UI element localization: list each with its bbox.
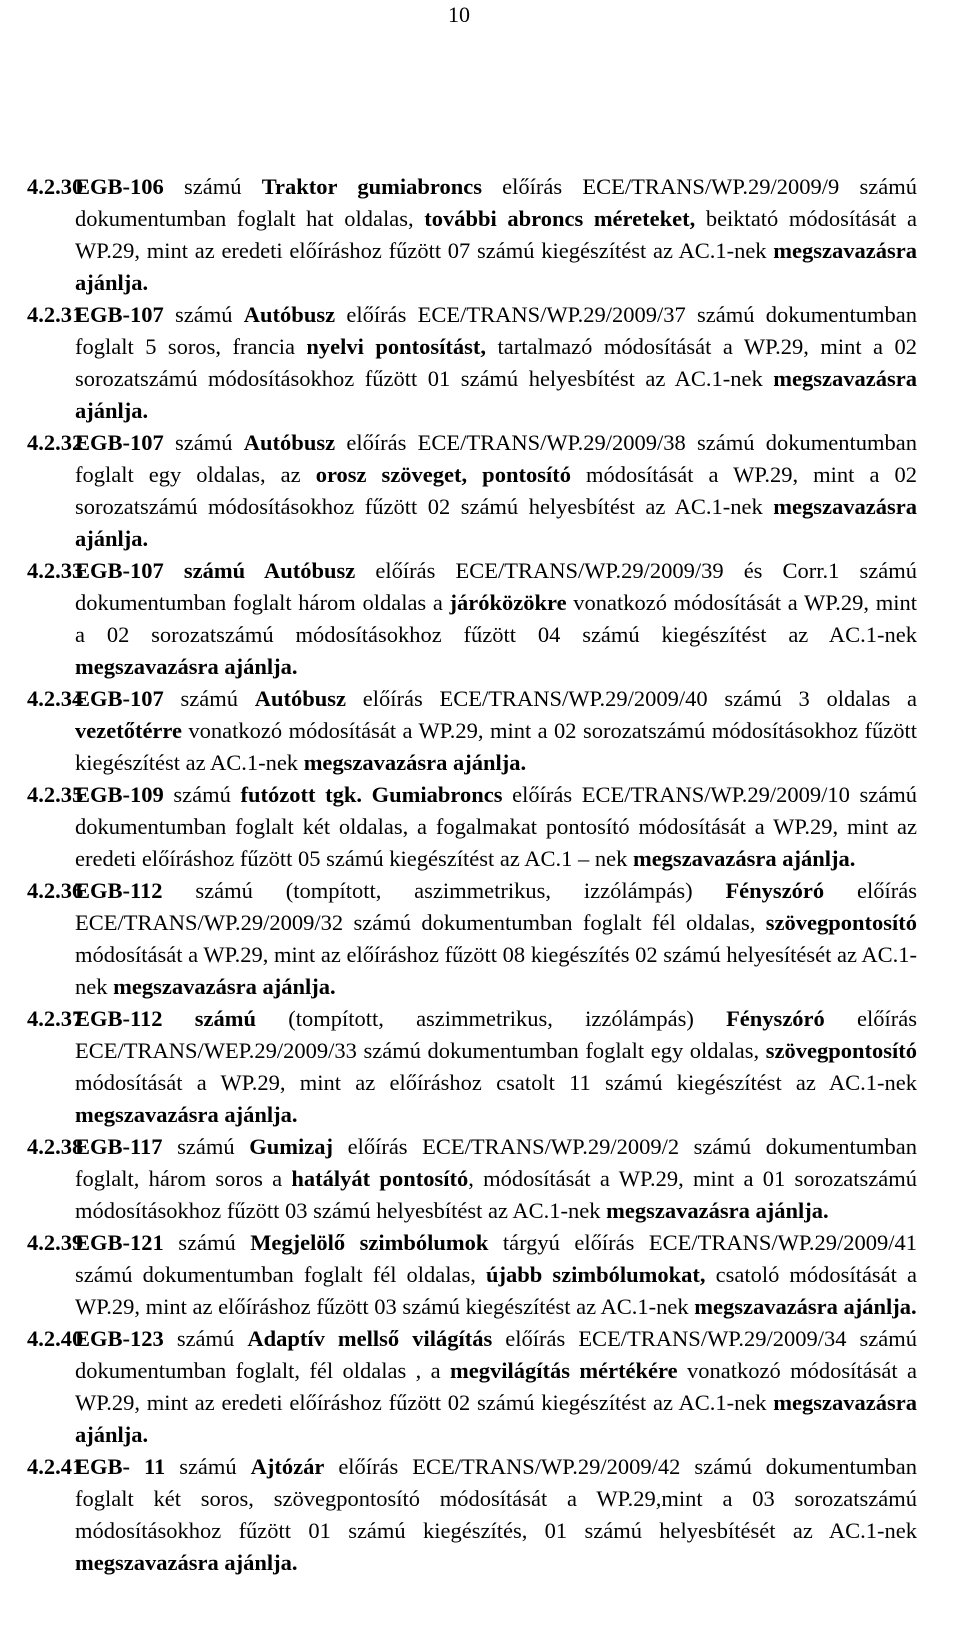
item-text xyxy=(75,299,917,427)
list-item xyxy=(27,427,917,555)
bold-text: Traktor gumiabroncs xyxy=(261,174,482,199)
text-run: vonatkozó módosítását a WP.29, mint a 02 sorozatszámú módosításokhoz fűzött 04 számú kiegészítést az AC.1-nek xyxy=(75,590,917,647)
text-run: tartalmazó módosítását a WP.29, mint a 02 sorozatszámú módosításokhoz fűzött 01 számú helyesbítést az AC.1-nek xyxy=(75,334,917,391)
item-text xyxy=(75,1131,917,1227)
bold-text: megszavazásra ajánlja. xyxy=(303,750,527,775)
bold-text: megszavazásra ajánlja. xyxy=(75,1102,298,1127)
item-text xyxy=(75,427,917,555)
item-number: 4.2.39 xyxy=(27,1230,84,1255)
item-text xyxy=(75,1227,917,1323)
list-item xyxy=(27,779,917,875)
text-run: beiktató módosítását a WP.29, mint az eredeti előíráshoz fűzött 07 számú kiegészítést az AC.1-nek xyxy=(75,206,917,263)
bold-text: megszavazásra ajánlja. xyxy=(75,238,917,295)
text-run: előírás ECE/TRANS/WP.29/2009/39 és Corr.1 számú dokumentumban foglalt három oldalas a xyxy=(75,558,918,615)
item-number: 4.2.36 xyxy=(27,878,84,903)
text-run: vonatkozó módosítását a WP.29, mint az eredeti előíráshoz fűzött 02 számú kiegészítést az AC.1-nek xyxy=(75,1358,917,1415)
text-run: számú xyxy=(163,302,244,327)
bold-text: Autóbusz xyxy=(243,302,336,327)
bold-text: szövegpontosító xyxy=(765,1038,917,1063)
list-item xyxy=(27,683,917,779)
bold-text: újabb szimbólumokat, xyxy=(486,1262,706,1287)
item-text xyxy=(75,875,917,1003)
bold-text: szövegpontosító xyxy=(765,910,917,935)
item-text xyxy=(75,1323,917,1451)
bold-text: EGB-117 xyxy=(75,1134,163,1159)
item-text xyxy=(75,683,917,779)
bold-text: EGB-107 xyxy=(75,686,164,711)
list-item xyxy=(27,171,917,299)
bold-text: megvilágítás mértékére xyxy=(449,1358,678,1383)
text-run: számú xyxy=(163,686,255,711)
text-run: előírás ECE/TRANS/WP.29/2009/32 számú dokumentumban foglalt fél oldalas, xyxy=(75,878,917,935)
list-item xyxy=(27,299,917,427)
text-run: számú xyxy=(163,1230,251,1255)
bold-text: hatályát pontosító xyxy=(291,1166,469,1191)
bold-text: Adaptív mellső világítás xyxy=(247,1326,493,1351)
bold-text: Gumizaj xyxy=(249,1134,333,1159)
bold-text: EGB-106 xyxy=(75,174,164,199)
text-run: (tompított, aszimmetrikus, izzólámpás) xyxy=(256,1006,727,1031)
text-run: módosítását a WP.29, mint az előíráshoz csatolt 11 számú kiegészítést az AC.1-nek xyxy=(75,1070,917,1095)
bold-text: megszavazásra ajánlja. xyxy=(606,1198,829,1223)
bold-text: EGB-107 számú Autóbusz xyxy=(75,558,356,583)
bold-text: megszavazásra ajánlja. xyxy=(113,974,336,999)
item-number: 4.2.37 xyxy=(27,1006,84,1031)
text-run: módosítását a WP.29, mint az előíráshoz fűzött 08 kiegészítés 02 számú helyesítését az AC.1-nek xyxy=(75,942,917,999)
item-number: 4.2.38 xyxy=(27,1134,84,1159)
bold-text: megszavazásra ajánlja. xyxy=(75,1550,298,1575)
text-run: előírás ECE/TRANS/WP.29/2009/2 számú dokumentumban foglalt, három soros a xyxy=(75,1134,917,1191)
text-run: előírás ECE/TRANS/WP.29/2009/38 számú dokumentumban foglalt egy oldalas, az xyxy=(75,430,917,487)
list-item xyxy=(27,1003,917,1131)
text-run: számú xyxy=(163,1326,248,1351)
list-item xyxy=(27,1227,917,1323)
item-number: 4.2.34 xyxy=(27,686,84,711)
text-run: vonatkozó módosítását a WP.29, mint a 02 sorozatszámú módosításokhoz fűzött kiegészítést az AC.1-nek xyxy=(75,718,917,775)
list-item xyxy=(27,875,917,1003)
bold-text: megszavazásra ajánlja. xyxy=(75,654,298,679)
bold-text: orosz szöveget, pontosító xyxy=(315,462,571,487)
text-run: számú xyxy=(162,1134,250,1159)
text-run: előírás ECE/TRANS/WP.29/2009/9 számú dokumentumban foglalt hat oldalas, xyxy=(75,174,917,231)
bold-text: Fényszóró xyxy=(725,878,825,903)
item-list xyxy=(27,171,917,1579)
bold-text: megszavazásra ajánlja. xyxy=(632,846,856,871)
text-run: előírás ECE/TRANS/WP.29/2009/10 számú dokumentumban foglalt két oldalas, a fogalmakat pontosító módosítását a WP.29, mint az eredeti előíráshoz fűzött 05 számú kiegészítést az AC.1 – nek xyxy=(75,782,917,871)
text-run: előírás ECE/TRANS/WP.29/2009/40 számú 3 oldalas a xyxy=(346,686,917,711)
item-text xyxy=(75,555,917,683)
bold-text: EGB-121 xyxy=(75,1230,164,1255)
bold-text: nyelvi pontosítást, xyxy=(306,334,487,359)
bold-text: megszavazásra ajánlja. xyxy=(694,1294,917,1319)
item-number: 4.2.35 xyxy=(27,782,84,807)
item-number: 4.2.40 xyxy=(27,1326,84,1351)
bold-text: EGB-107 xyxy=(75,302,164,327)
bold-text: járóközökre xyxy=(449,590,567,615)
bold-text: EGB-109 xyxy=(75,782,164,807)
text-run: előírás ECE/TRANS/WP.29/2009/34 számú dokumentumban foglalt, fél oldalas , a xyxy=(75,1326,917,1383)
text-run: , módosítását a WP.29, mint a 01 sorozatszámú módosításokhoz fűzött 03 számú helyesbítést az AC.1-nek xyxy=(75,1166,917,1223)
item-text xyxy=(75,1451,917,1579)
list-item xyxy=(27,1323,917,1451)
list-item xyxy=(27,1451,917,1579)
item-number: 4.2.30 xyxy=(27,174,84,199)
text-run: számú xyxy=(163,430,244,455)
text-run: számú (tompított, aszimmetrikus, izzólámpás) xyxy=(162,878,726,903)
item-text xyxy=(75,779,917,875)
bold-text: EGB-107 xyxy=(75,430,164,455)
text-run: előírás ECE/TRANS/WP.29/2009/37 számú dokumentumban foglalt 5 soros, francia xyxy=(75,302,917,359)
text-run: tárgyú előírás ECE/TRANS/WP.29/2009/41 számú dokumentumban foglalt fél oldalas, xyxy=(75,1230,917,1287)
list-item xyxy=(27,555,917,683)
bold-text: EGB-112 számú xyxy=(75,1006,256,1031)
bold-text: megszavazásra ajánlja. xyxy=(75,366,917,423)
item-number: 4.2.41 xyxy=(27,1454,84,1479)
page-number: 10 xyxy=(448,2,470,27)
bold-text: EGB-123 xyxy=(75,1326,164,1351)
item-number: 4.2.31 xyxy=(27,302,84,327)
list-item xyxy=(27,1131,917,1227)
bold-text: megszavazásra ajánlja. xyxy=(75,494,917,551)
bold-text: EGB-112 xyxy=(75,878,163,903)
item-number: 4.2.32 xyxy=(27,430,84,455)
bold-text: Fényszóró xyxy=(726,1006,825,1031)
bold-text: Ajtózár xyxy=(250,1454,325,1479)
text-run: számú xyxy=(163,174,262,199)
bold-text: Autóbusz xyxy=(243,430,336,455)
text-run: módosítását a WP.29, mint a 02 sorozatszámú módosításokhoz fűzött 02 számú helyesbítést az AC.1-nek xyxy=(75,462,917,519)
item-text xyxy=(75,1003,917,1131)
bold-text: EGB- 11 xyxy=(75,1454,166,1479)
item-number: 4.2.33 xyxy=(27,558,84,583)
bold-text: vezetőtérre xyxy=(75,718,182,743)
bold-text: futózott tgk. Gumiabroncs xyxy=(240,782,503,807)
text-run: előírás ECE/TRANS/WEP.29/2009/33 számú dokumentumban foglalt egy oldalas, xyxy=(75,1006,917,1063)
bold-text: további abroncs méreteket, xyxy=(424,206,696,231)
bold-text: megszavazásra ajánlja. xyxy=(75,1390,917,1447)
text-run: számú xyxy=(165,1454,251,1479)
text-run: számú xyxy=(163,782,241,807)
item-text xyxy=(75,171,917,299)
bold-text: Megjelölő szimbólumok xyxy=(250,1230,489,1255)
text-run: előírás ECE/TRANS/WP.29/2009/42 számú dokumentumban foglalt két soros, szövegpontosító módosítását a WP.29,mint a 03 sorozatszámú módosításokhoz fűzött 01 számú kiegészítés, 01 számú helyesbítését az AC.1-nek xyxy=(75,1454,918,1543)
text-run: csatoló módosítását a WP.29, mint az előíráshoz fűzött 03 számú kiegészítést az AC.1-nek xyxy=(75,1262,918,1319)
bold-text: Autóbusz xyxy=(254,686,346,711)
